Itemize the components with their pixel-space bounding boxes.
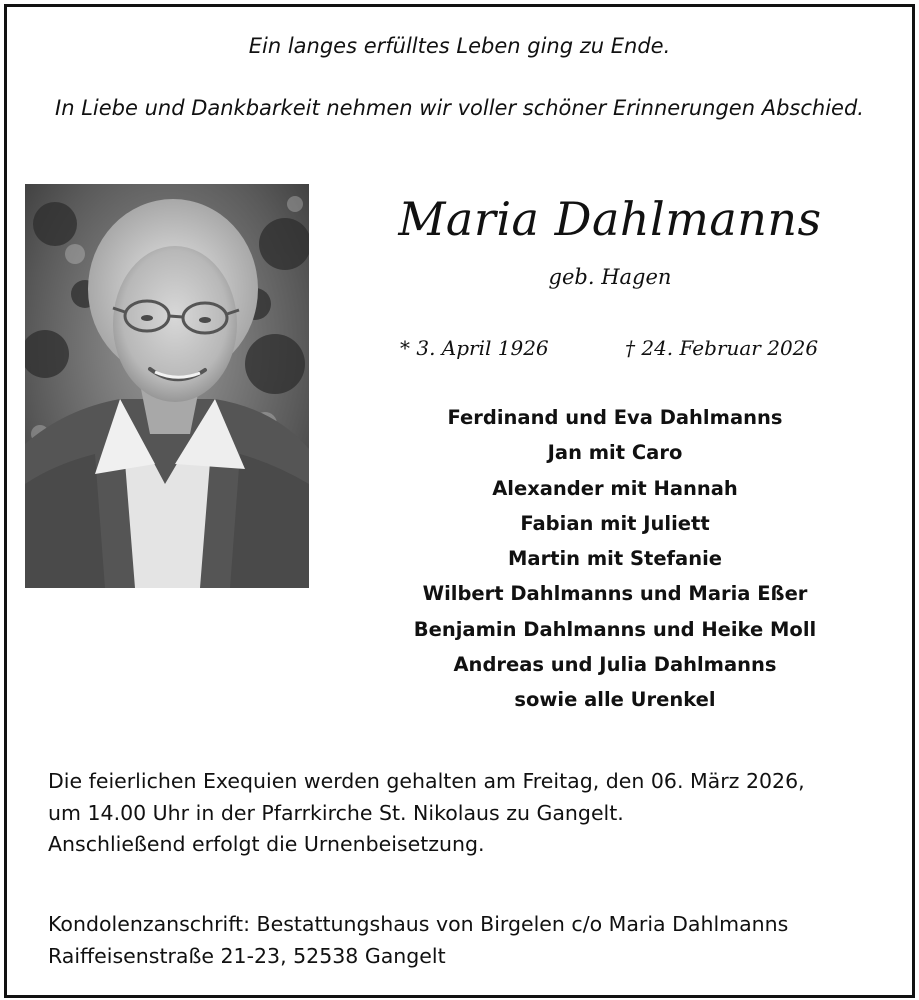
birth-date: * 3. April 1926 [400,336,549,360]
service-line: um 14.00 Uhr in der Pfarrkirche St. Nikolaus zu Gangelt. [48,800,624,825]
contact-line: Raiffeisenstraße 21-23, 52538 Gangelt [48,943,446,968]
service-line: Die feierlichen Exequien werden gehalten am Freitag, den 06. März 2026, [48,769,805,793]
mourner-line: sowie alle Urenkel [514,688,716,712]
service-details [48,766,898,861]
condolence-address [48,909,898,972]
contact-line: Kondolenzanschrift: Bestattungshaus von Birgelen c/o Maria Dahlmanns [48,912,789,936]
portrait-photo-icon [25,184,309,588]
intro-line-2: In Liebe und Dankbarkeit nehmen wir voller schöner Erinnerungen Abschied. [55,96,864,120]
mourners-list [330,400,900,718]
mourner-line: Alexander mit Hannah [492,476,738,500]
birth-name: geb. Hagen [548,265,672,289]
mourner-line: Andreas und Julia Dahlmanns [453,653,777,677]
intro-line-1: Ein langes erfülltes Leben ging zu Ende. [248,34,671,58]
portrait-photo [25,184,309,588]
mourner-line: Wilbert Dahlmanns und Maria Eßer [422,582,808,606]
service-line: Anschließend erfolgt die Urnenbeisetzung. [48,832,485,856]
death-date: † 24. Februar 2026 [625,336,819,360]
mourner-line: Martin mit Stefanie [508,547,722,571]
mourner-line: Jan mit Caro [547,441,683,465]
mourner-line: Benjamin Dahlmanns und Heike Moll [413,617,817,641]
mourner-line: Ferdinand und Eva Dahlmanns [447,406,783,429]
deceased-name: Maria Dahlmanns [398,192,822,246]
mourner-line: Fabian mit Juliett [520,511,710,535]
